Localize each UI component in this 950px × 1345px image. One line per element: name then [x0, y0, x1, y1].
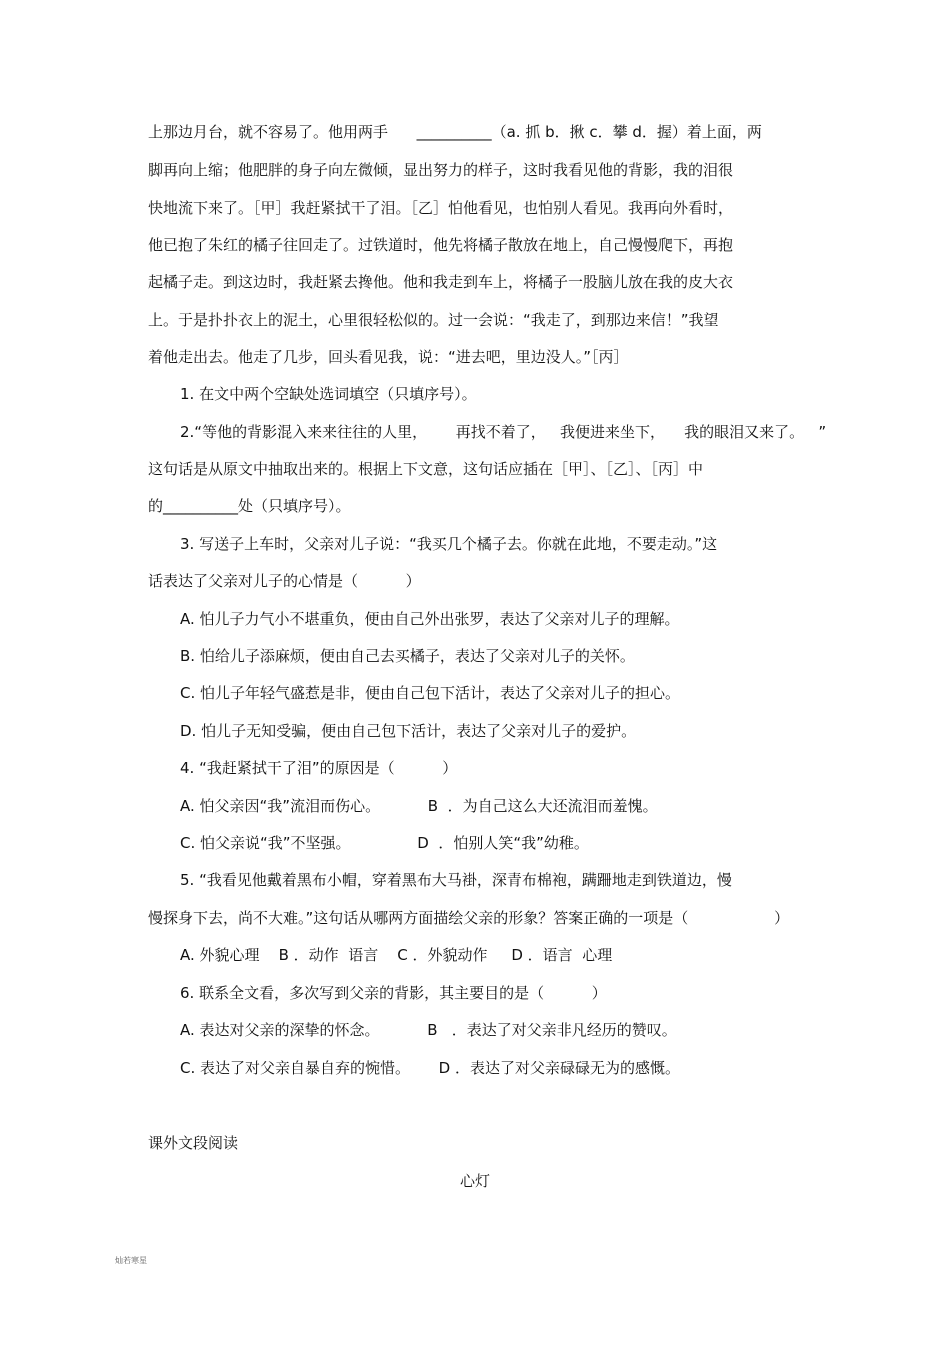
question-line: 1. 在文中两个空缺处选词填空（只填序号）。 — [180, 385, 477, 403]
footer-text: 灿若寒星 — [115, 1256, 147, 1265]
option-line: D. 怕儿子无知受骗，便由自己包下活计，表达了父亲对儿子的爱护。 — [180, 722, 637, 740]
question-line: 的__________处（只填序号）。 — [148, 497, 351, 515]
question-line: 6. 联系全文看，多次写到父亲的背影，其主要目的是（ ） — [180, 984, 607, 1002]
option-line: A. 怕父亲因“我”流泪而伤心。 B ．为自己这么大还流泪而羞愧。 — [180, 797, 658, 815]
question-line: 3. 写送子上车时，父亲对儿子说：“我买几个橘子去。你就在此地，不要走动。”这 — [180, 535, 718, 553]
story-title: 心灯 — [459, 1172, 490, 1190]
question-line: 慢探身下去，尚不大难。”这句话从哪两方面描绘父亲的形象？答案正确的一项是（ ） — [148, 909, 790, 927]
option-line: A. 表达对父亲的深挚的怀念。 B ．表达了对父亲非凡经历的赞叹。 — [180, 1021, 677, 1039]
passage-line: 上那边月台，就不容易了。他用两手 __________（a. 抓 b．揪 c．攀 d．握）着上面，两 — [148, 123, 762, 141]
passage-line: 快地流下来了。［甲］我赶紧拭干了泪。［乙］怕他看见，也怕别人看见。我再向外看时， — [148, 199, 734, 217]
question-line: 这句话是从原文中抽取出来的。根据上下文意，这句话应插在［甲］、［乙］、［丙］中 — [148, 460, 704, 478]
question-line: 2.“等他的背影混入来来往往的人里， 再找不着了， 我便进来坐下， 我的眼泪又来了。 ” — [180, 423, 827, 441]
passage-line: 着他走出去。他走了几步，回头看见我，说：“进去吧，里边没人。”［丙］ — [148, 348, 629, 366]
passage-line: 起橘子走。到这边时，我赶紧去搀他。他和我走到车上，将橘子一股脑儿放在我的皮大衣 — [148, 273, 734, 291]
option-line: C. 怕儿子年轻气盛惹是非，便由自己包下活计，表达了父亲对儿子的担心。 — [180, 684, 681, 702]
option-line: C. 表达了对父亲自暴自弃的惋惜。 D ．表达了对父亲碌碌无为的感慨。 — [180, 1059, 680, 1077]
question-line: 4. “我赶紧拭干了泪”的原因是（ ） — [180, 759, 458, 777]
passage-line: 脚再向上缩；他肥胖的身子向左微倾，显出努力的样子，这时我看见他的背影，我的泪很 — [148, 161, 734, 179]
question-line: 话表达了父亲对儿子的心情是（ ） — [148, 572, 421, 590]
passage-line: 他已抱了朱红的橘子往回走了。过铁道时，他先将橘子散放在地上，自己慢慢爬下，再抱 — [148, 236, 734, 254]
section-heading: 课外文段阅读 — [148, 1134, 239, 1152]
option-line: A. 怕儿子力气小不堪重负，便由自己外出张罗，表达了父亲对儿子的理解。 — [180, 610, 680, 628]
option-line: A. 外貌心理 B ．动作 语言 C ．外貌动作 D ．语言 心理 — [180, 946, 613, 964]
question-line: 5. “我看见他戴着黑布小帽，穿着黑布大马褂，深青布棉袍，蹒跚地走到铁道边，慢 — [180, 871, 732, 889]
passage-line: 上。于是扑扑衣上的泥土，心里很轻松似的。过一会说：“我走了，到那边来信！”我望 — [148, 311, 719, 329]
option-line: C. 怕父亲说“我”不坚强。 D ．怕别人笑“我”幼稚。 — [180, 834, 589, 852]
option-line: B. 怕给儿子添麻烦，便由自己去买橘子，表达了父亲对儿子的关怀。 — [180, 647, 635, 665]
